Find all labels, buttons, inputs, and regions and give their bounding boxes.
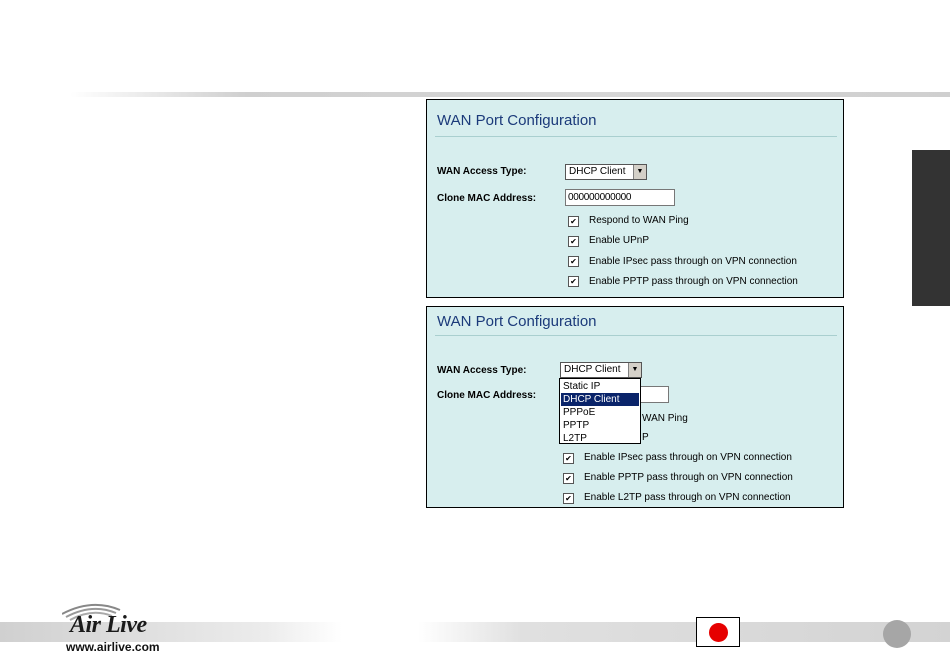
l2tp-passthrough-checkbox[interactable]: ✔ xyxy=(563,493,574,504)
clone-mac-label: Clone MAC Address: xyxy=(437,193,537,204)
title-divider xyxy=(435,136,837,137)
clone-mac-input[interactable] xyxy=(637,386,669,403)
title-divider xyxy=(435,335,837,336)
airlive-logo-text: Air Live xyxy=(70,612,147,638)
wan-config-panel-collapsed xyxy=(426,99,844,298)
airlive-url: www.airlive.com xyxy=(66,640,160,654)
dropdown-option-l2tp[interactable]: L2TP xyxy=(563,433,587,444)
chapter-tab xyxy=(912,150,950,306)
ipsec-passthrough-label: Enable IPsec pass through on VPN connection xyxy=(584,452,792,463)
pptp-passthrough-checkbox[interactable]: ✔ xyxy=(563,473,574,484)
wan-access-type-label: WAN Access Type: xyxy=(437,166,527,177)
japan-flag-icon xyxy=(696,617,740,647)
header-rule xyxy=(70,92,950,97)
wan-access-type-select[interactable] xyxy=(565,164,647,180)
clone-mac-input[interactable]: 000000000000 xyxy=(565,189,675,206)
pptp-passthrough-label: Enable PPTP pass through on VPN connection xyxy=(584,472,793,483)
wan-ping-label: Respond to WAN Ping xyxy=(589,215,689,226)
dropdown-option-dhcp-client[interactable]: DHCP Client xyxy=(561,393,639,406)
pptp-passthrough-checkbox[interactable]: ✔ xyxy=(568,276,579,287)
ipsec-passthrough-checkbox[interactable]: ✔ xyxy=(568,256,579,267)
dropdown-option-pppoe[interactable]: PPPoE xyxy=(563,407,596,418)
upnp-label-partial: P xyxy=(642,432,649,443)
panel-title: WAN Port Configuration xyxy=(437,313,597,330)
panel-title: WAN Port Configuration xyxy=(437,112,597,129)
wan-access-type-dropdown-list xyxy=(559,378,641,444)
upnp-label: Enable UPnP xyxy=(589,235,650,246)
clone-mac-label: Clone MAC Address: xyxy=(437,390,537,401)
wan-ping-label-partial: WAN Ping xyxy=(642,413,688,424)
ipsec-passthrough-checkbox[interactable]: ✔ xyxy=(563,453,574,464)
wan-ping-checkbox[interactable]: ✔ xyxy=(568,216,579,227)
ipsec-passthrough-label: Enable IPsec pass through on VPN connection xyxy=(589,256,797,267)
wan-access-type-value: DHCP Client xyxy=(569,166,626,177)
wan-access-type-label: WAN Access Type: xyxy=(437,365,527,376)
flag-disc xyxy=(709,623,728,642)
upnp-checkbox[interactable]: ✔ xyxy=(568,236,579,247)
chevron-down-icon[interactable]: ▼ xyxy=(628,363,641,377)
wan-access-type-select[interactable] xyxy=(560,362,642,378)
dropdown-option-pptp[interactable]: PPTP xyxy=(563,420,590,431)
page-number-circle xyxy=(883,620,911,648)
chevron-down-icon[interactable]: ▼ xyxy=(633,165,646,179)
dropdown-option-static-ip[interactable]: Static IP xyxy=(563,381,601,392)
l2tp-passthrough-label: Enable L2TP pass through on VPN connection xyxy=(584,492,791,503)
pptp-passthrough-label: Enable PPTP pass through on VPN connection xyxy=(589,276,798,287)
wan-access-type-value: DHCP Client xyxy=(564,364,621,375)
